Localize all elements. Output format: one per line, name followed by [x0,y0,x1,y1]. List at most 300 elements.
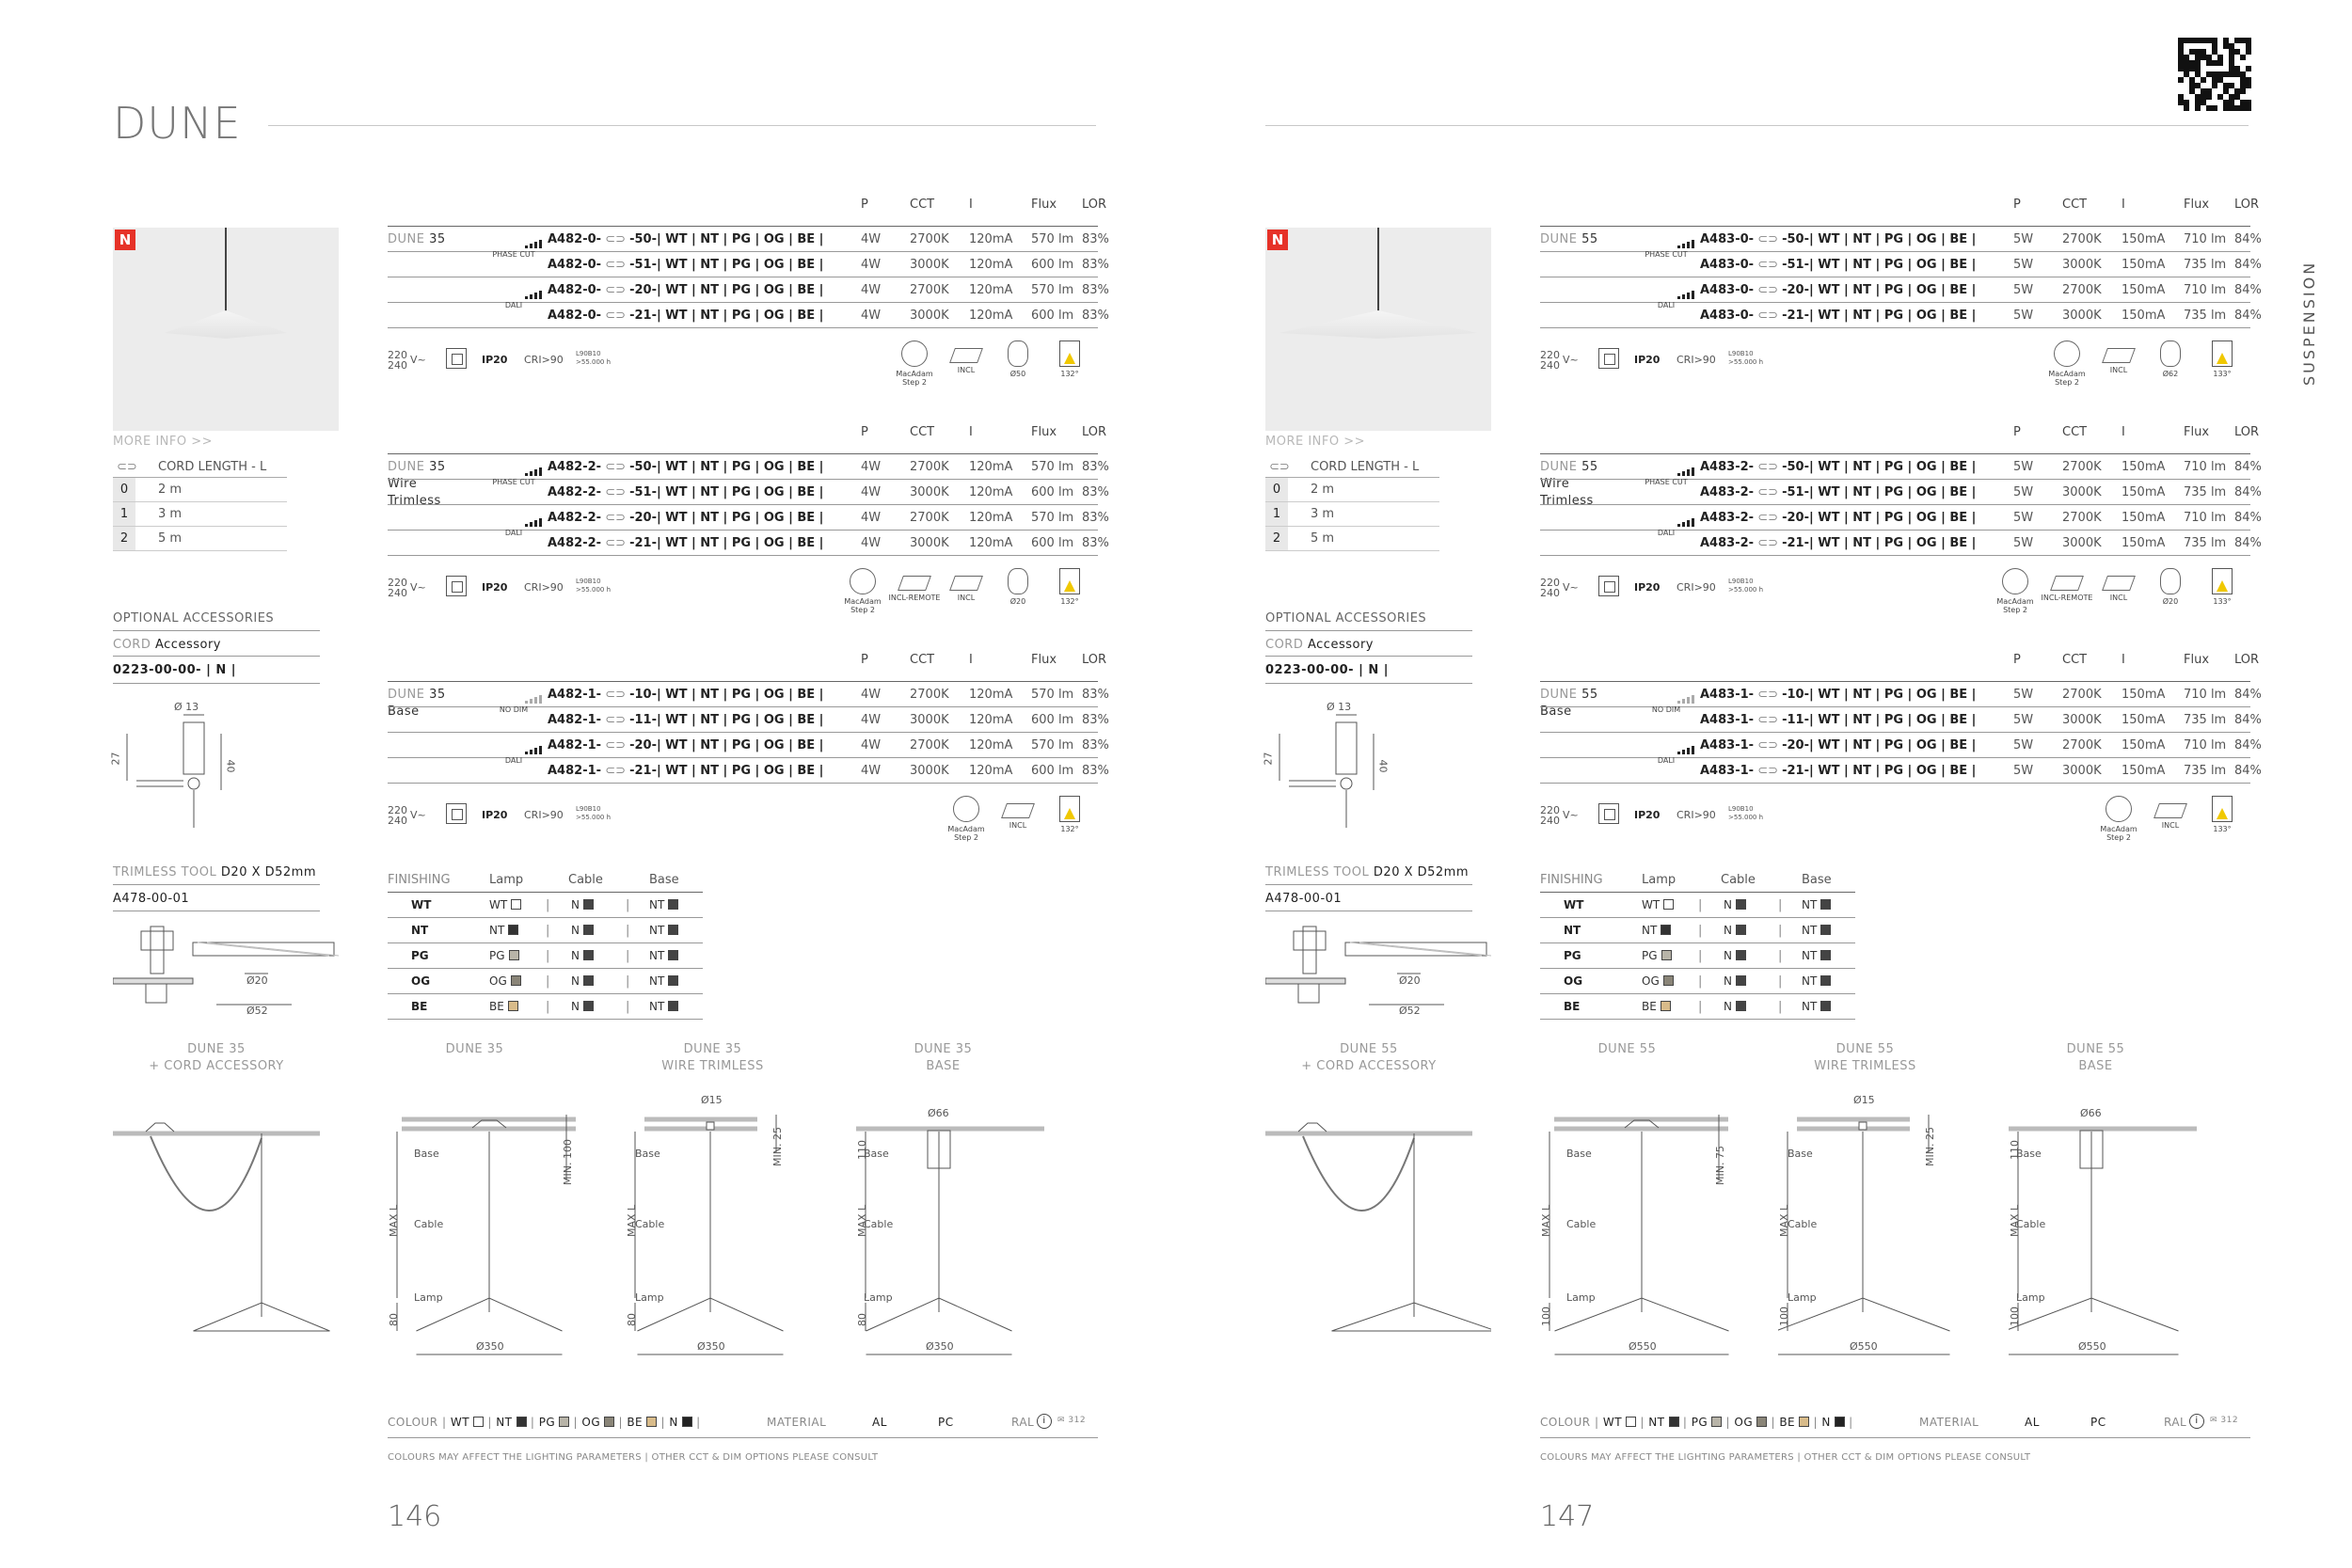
dim-label: PHASE CUT [492,250,535,259]
cord-length-value: 3 m [1311,507,1335,521]
label-diam: Ø550 [1850,1340,1878,1353]
finish-cable [1724,898,1746,911]
acc-rule [113,630,320,631]
acc-dim-h1: 27 [109,752,122,766]
spec-col-header: LOR [2234,425,2260,439]
spec-col-header: P [2013,425,2021,439]
dim-label: DALI [504,529,523,537]
diagram-title [1778,1041,1952,1075]
cord-length-title: CORD LENGTH - L [1311,460,1420,474]
dimmer-bars-icon [485,467,542,476]
spec-icons-row [1540,346,2250,387]
finish-lamp-code: NT [1642,924,1658,937]
voltage [388,578,407,598]
finish-base-swatch [668,899,678,910]
product-code[interactable] [548,536,823,550]
cord-length-key: 2 [113,527,135,550]
code-prefix: A483-0- [1700,232,1755,246]
code-finishes: | WT | NT | PG | OG | BE | [657,232,824,246]
voltage [1540,805,1560,826]
dim-label: DALI [1657,301,1676,309]
spec-value: 3000K [910,764,949,778]
dimmer-bars-icon [485,239,542,248]
code-finishes: | WT | NT | PG | OG | BE | [1809,460,1977,474]
macadam-icon [953,796,979,822]
code-variant: -10- [629,688,657,702]
cord-length-key: 1 [1265,502,1288,526]
spec-value: 150mA [2122,460,2166,474]
code-cord-placeholder: ⊂⊃ [601,738,630,752]
trim-code: A478-00-01 [1265,892,1343,906]
sep: | [1778,898,1783,912]
label-hb: 80 [626,1313,638,1326]
spec-icon [990,341,1046,378]
finish-lamp [1642,898,1674,911]
diagram-title-2: BASE [2078,1059,2113,1073]
life [576,578,611,594]
product-code[interactable] [1700,460,1976,474]
code-prefix: A483-0- [1700,258,1755,272]
cutout-icon [2160,568,2181,594]
finish-base-code: NT [1802,949,1818,962]
beam-angle-label: 133° [2213,370,2232,378]
finish-base [1802,1000,1831,1013]
finish-lamp-code: OG [489,974,507,988]
life [1728,350,1763,367]
finishing-header [388,867,703,893]
spec-value: 2700K [2062,688,2102,702]
code-variant: -50- [1782,232,1809,246]
product-code[interactable] [1700,283,1976,297]
cord-accessory-prefix: CORD [1265,638,1304,652]
code-finishes: | WT | NT | PG | OG | BE | [1809,511,1977,525]
label-wire-d: Ø15 [1853,1094,1875,1106]
cri: CRI>90 [1677,809,1716,821]
finish-cable-code: N [571,1000,580,1013]
spec-value: 3000K [910,536,949,550]
finish-lamp-swatch [511,899,521,910]
dim-icon [1638,745,1694,765]
code-cord-placeholder: ⊂⊃ [1754,688,1783,702]
sep: | [1698,974,1703,989]
finish-base-swatch [1820,975,1831,986]
spec-value: 4W [861,309,882,323]
code-cord-placeholder: ⊂⊃ [1754,713,1783,727]
colour-code: NT [496,1416,513,1429]
spec-value: 84% [2234,232,2262,246]
trim-dim-1: Ø20 [246,974,268,987]
life-top: L90B10 [576,350,601,357]
colour-label: COLOUR [388,1416,438,1429]
code-finishes: | WT | NT | PG | OG | BE | [1809,258,1977,272]
ip-rating: IP20 [1634,581,1661,594]
code-cord-placeholder: ⊂⊃ [1754,536,1783,550]
code-cord-placeholder: ⊂⊃ [1754,309,1783,323]
spec-header [388,425,1107,444]
product-code[interactable] [548,764,823,778]
finish-cable-swatch [583,1001,594,1011]
ip-rating: IP20 [482,581,508,594]
finish-lamp [489,898,521,911]
voltage-unit: V~ [410,354,426,366]
code-finishes: | WT | NT | PG | OG | BE | [657,511,824,525]
spec-value: 150mA [2122,485,2166,499]
colour-swatch [1711,1417,1722,1427]
trim-prefix: TRIMLESS TOOL [1265,865,1370,879]
code-finishes: | WT | NT | PG | OG | BE | [1809,738,1977,752]
diagram-title-1: DUNE 35 [914,1042,973,1056]
incl-label: INCL [2161,821,2180,830]
trim-name: D20 X D52mm [1373,865,1470,879]
finish-base [649,1000,678,1013]
finish-code: OG [1564,974,1583,988]
macadam-icon [2106,796,2132,822]
product-code[interactable] [1700,511,1976,525]
spec-value: 83% [1082,309,1109,323]
code-cord-placeholder: ⊂⊃ [1754,283,1783,297]
finish-cable-swatch [1736,899,1746,910]
cutout-icon [2160,341,2181,367]
code-cord-placeholder: ⊂⊃ [1754,258,1783,272]
dim-icon [1638,517,1694,537]
sep: | [546,1000,550,1014]
code-variant: -51- [1782,258,1809,272]
finish-code: PG [411,949,429,962]
finish-base-code: NT [1802,974,1818,988]
spec-value: 600 lm [1031,764,1074,778]
footer-note: COLOURS MAY AFFECT THE LIGHTING PARAMETERS | OTHER CCT & DIM OPTIONS PLEASE CONSULT [388,1452,879,1463]
product-code[interactable] [548,283,823,297]
code-variant: -51- [629,485,657,499]
sep: | [626,924,630,938]
voltage-top: 220 [388,804,407,816]
finish-base [1802,924,1831,937]
dim-label: DALI [504,301,523,309]
product-code[interactable] [548,232,823,246]
life-bottom: >55.000 h [576,358,612,366]
voltage [1540,350,1560,371]
spec-value: 3000K [2062,713,2102,727]
diagram-title-2: + CORD ACCESSORY [1301,1059,1437,1073]
sep: | [626,949,630,963]
spec-value: 710 lm [2184,738,2227,752]
dim-label: DALI [1657,529,1676,537]
footer-rule [1540,1437,2250,1438]
spec-name: DUNE [1540,688,1578,702]
code-prefix: A482-2- [548,460,602,474]
label-wire-d: Ø15 [701,1094,723,1106]
spec-value: 5W [2013,738,2034,752]
finish-base [649,949,678,962]
info-icon[interactable]: i [1037,1414,1052,1429]
spec-value: 120mA [969,536,1013,550]
product-code[interactable] [548,713,823,727]
product-code[interactable] [548,688,823,702]
product-code[interactable] [1700,688,1976,702]
macadam-icon [2054,341,2080,367]
material-pc: PC [2090,1416,2106,1429]
voltage-top: 220 [1540,349,1560,361]
finishing-col: Cable [1721,873,1756,887]
label-base: Base [864,1148,889,1160]
spec-value: 150mA [2122,232,2166,246]
product-code[interactable] [1700,309,1976,323]
cord-length-row [1265,478,1439,502]
spec-value: 2700K [2062,232,2102,246]
finish-lamp [1642,924,1671,937]
ral-label: RAL [1011,1416,1035,1429]
voltage-top: 220 [1540,804,1560,816]
code-variant: -21- [629,309,657,323]
label-maxl: MAX L [388,1204,400,1237]
product-photo [1265,228,1491,431]
voltage-bottom: 240 [1540,359,1560,372]
product-code[interactable] [548,485,823,499]
colour-swatch [1626,1417,1636,1427]
product-code[interactable] [548,738,823,752]
spec-col-header: LOR [2234,198,2260,212]
finish-cable [571,1000,594,1013]
colour-code: N [669,1416,678,1429]
cutout-label: Ø62 [2162,370,2179,378]
class-ii-icon [1598,803,1619,824]
finish-base-code: NT [649,1000,665,1013]
cord-length-table [113,457,287,551]
diagram-title-2: WIRE TRIMLESS [661,1059,764,1073]
spec-icon [2194,796,2250,833]
life-top: L90B10 [1728,805,1754,813]
macadam-step: Step 2 [902,378,927,387]
cord-length-row [1265,527,1439,551]
voltage-bottom: 240 [388,587,407,599]
spec-icon [1041,796,1098,833]
spec-value: 600 lm [1031,485,1074,499]
code-variant: -20- [629,511,657,525]
sep: | [1778,949,1783,963]
colour-code: OG [581,1416,601,1429]
label-maxl: MAX L [626,1204,638,1237]
spec-value: 3000K [2062,258,2102,272]
spec-col-header: Flux [2184,198,2210,212]
spec-icon [938,796,994,842]
finish-base [1802,974,1831,988]
incl-remote-label: INCL-REMOTE [888,594,941,602]
voltage-top: 220 [388,577,407,589]
life-bottom: >55.000 h [576,586,612,594]
spec-icon [1041,568,1098,606]
dimmer-bars-icon [485,745,542,754]
product-code[interactable] [1700,713,1976,727]
spec-value: 83% [1082,511,1109,525]
acc-dim-h1: 27 [1262,752,1275,766]
spec-value: 2700K [910,738,949,752]
finish-cable-swatch [583,899,594,910]
spec-value: 120mA [969,258,1013,272]
sep: | [1778,924,1783,938]
trimless-tool-label [1265,865,1469,879]
macadam-icon [2002,568,2028,594]
finish-cable-swatch [1736,1001,1746,1011]
code-variant: -21- [629,764,657,778]
class-ii-icon [446,803,467,824]
finish-cable [1724,949,1746,962]
spec-value: 2700K [910,511,949,525]
product-code[interactable] [1700,764,1976,778]
qr-code-icon[interactable] [2178,38,2251,111]
product-code[interactable] [1700,232,1976,246]
label-base: Base [1788,1148,1813,1160]
spec-value: 120mA [969,232,1013,246]
acc-rule-2 [1265,656,1472,657]
diagram-title-1: DUNE 55 [2066,1042,2125,1056]
page-number: 147 [1540,1500,1595,1533]
code-cord-placeholder: ⊂⊃ [601,460,630,474]
colour-code: WT [450,1416,470,1429]
sep: | [626,974,630,989]
spec-header [388,653,1107,672]
spec-col-header: CCT [2062,198,2088,212]
finish-cable [1724,1000,1746,1013]
spec-value: 4W [861,485,882,499]
finish-lamp-swatch [509,950,519,960]
spec-icons-row [1540,574,2250,614]
code-finishes: | WT | NT | PG | OG | BE | [1809,688,1977,702]
macadam-step: Step 2 [850,606,875,614]
colour-code: WT [1602,1416,1623,1429]
label-diam: Ø550 [1629,1340,1657,1353]
code-prefix: A482-2- [548,485,602,499]
spec-value: 83% [1082,713,1109,727]
acc-dim-h2: 40 [224,759,237,773]
dim-label: PHASE CUT [1645,478,1688,486]
product-code[interactable] [1700,536,1976,550]
spec-value: 84% [2234,460,2262,474]
spec-icon [886,341,943,387]
cutout-label: Ø20 [1009,597,1026,606]
dimmer-bars-icon [485,517,542,527]
label-hb: 100 [1778,1307,1790,1326]
code-cord-placeholder: ⊂⊃ [601,485,630,499]
label-cable: Cable [635,1218,665,1230]
spec-value: 120mA [969,511,1013,525]
spec-value: 83% [1082,460,1109,474]
spec-value: 4W [861,232,882,246]
macadam-step: Step 2 [2106,833,2131,842]
spec-col-header: Flux [2184,425,2210,439]
spec-name: DUNE [388,688,425,702]
new-badge: N [1267,230,1288,250]
cord-length-header [1265,457,1439,478]
code-cord-placeholder: ⊂⊃ [601,309,630,323]
voltage-unit: V~ [1563,809,1579,821]
spec-col-header: I [969,653,973,667]
class-ii-icon [1598,348,1619,369]
finish-cable-code: N [571,898,580,911]
dim-icon [485,239,542,259]
cord-length-value: 2 m [1311,483,1335,497]
beam-angle-icon [2212,796,2233,822]
colour-code: NT [1648,1416,1665,1429]
macadam-label: MacAdam [2048,370,2086,378]
remote-driver-icon [2050,576,2084,591]
product-code[interactable] [548,511,823,525]
cord-length-key: 0 [1265,478,1288,501]
code-prefix: A482-0- [548,309,602,323]
cord-accessory-diagram [113,1119,339,1336]
driver-incl-icon [949,348,983,363]
finish-cable-code: N [571,949,580,962]
finish-base-swatch [1820,899,1831,910]
spec-value: 120mA [969,764,1013,778]
code-finishes: | WT | NT | PG | OG | BE | [657,536,824,550]
finish-base [1802,898,1831,911]
spec-value: 570 lm [1031,460,1074,474]
incl-label: INCL [957,366,976,374]
spec-size: 35 [429,688,446,702]
finish-code: BE [411,1000,428,1013]
more-info-link[interactable]: MORE INFO >> [1265,435,1366,449]
spec-value: 600 lm [1031,536,1074,550]
finish-code: WT [1564,898,1584,911]
code-finishes: | WT | NT | PG | OG | BE | [657,688,824,702]
product-code[interactable] [1700,258,1976,272]
label-diam: Ø550 [2078,1340,2106,1353]
life-bottom: >55.000 h [1728,586,1764,594]
finishing-row [388,893,703,918]
title-rule-left [268,125,1096,126]
spec-value: 3000K [910,258,949,272]
spec-value: 5W [2013,764,2034,778]
code-prefix: A482-1- [548,713,602,727]
trim-rule [113,884,320,885]
finish-cable-code: N [571,974,580,988]
finish-cable-swatch [583,975,594,986]
code-variant: -20- [1782,738,1809,752]
dim-label: PHASE CUT [492,478,535,486]
spec-icon [2090,568,2147,602]
spec-icons-row [1540,801,2250,842]
spec-value: 2700K [910,688,949,702]
colour-swatch [1669,1417,1679,1427]
spec-col-header: Flux [1031,198,1057,212]
spec-value: 4W [861,511,882,525]
ral-label: RAL [2164,1416,2187,1429]
product-code[interactable] [548,460,823,474]
finish-lamp-code: BE [489,1000,504,1013]
cutout-label: Ø50 [1009,370,1026,378]
code-finishes: | WT | NT | PG | OG | BE | [657,485,824,499]
diagram-title [626,1041,800,1075]
product-code[interactable] [548,309,823,323]
product-code[interactable] [548,258,823,272]
dim-label: DALI [504,756,523,765]
code-variant: -51- [1782,485,1809,499]
spec-value: 4W [861,283,882,297]
spec-name: DUNE [388,460,425,474]
product-code[interactable] [1700,738,1976,752]
diagram-title [856,1041,1030,1075]
finish-base-code: NT [649,898,665,911]
code-variant: -50- [1782,460,1809,474]
cord-length-value: 5 m [1311,531,1335,546]
cord-option: N [1368,663,1379,677]
more-info-link[interactable]: MORE INFO >> [113,435,214,449]
finish-base-code: NT [1802,898,1818,911]
info-icon[interactable]: i [2189,1414,2204,1429]
label-base-d: Ø66 [2080,1107,2102,1119]
product-code[interactable] [1700,485,1976,499]
code-finishes: | WT | NT | PG | OG | BE | [1809,309,1977,323]
